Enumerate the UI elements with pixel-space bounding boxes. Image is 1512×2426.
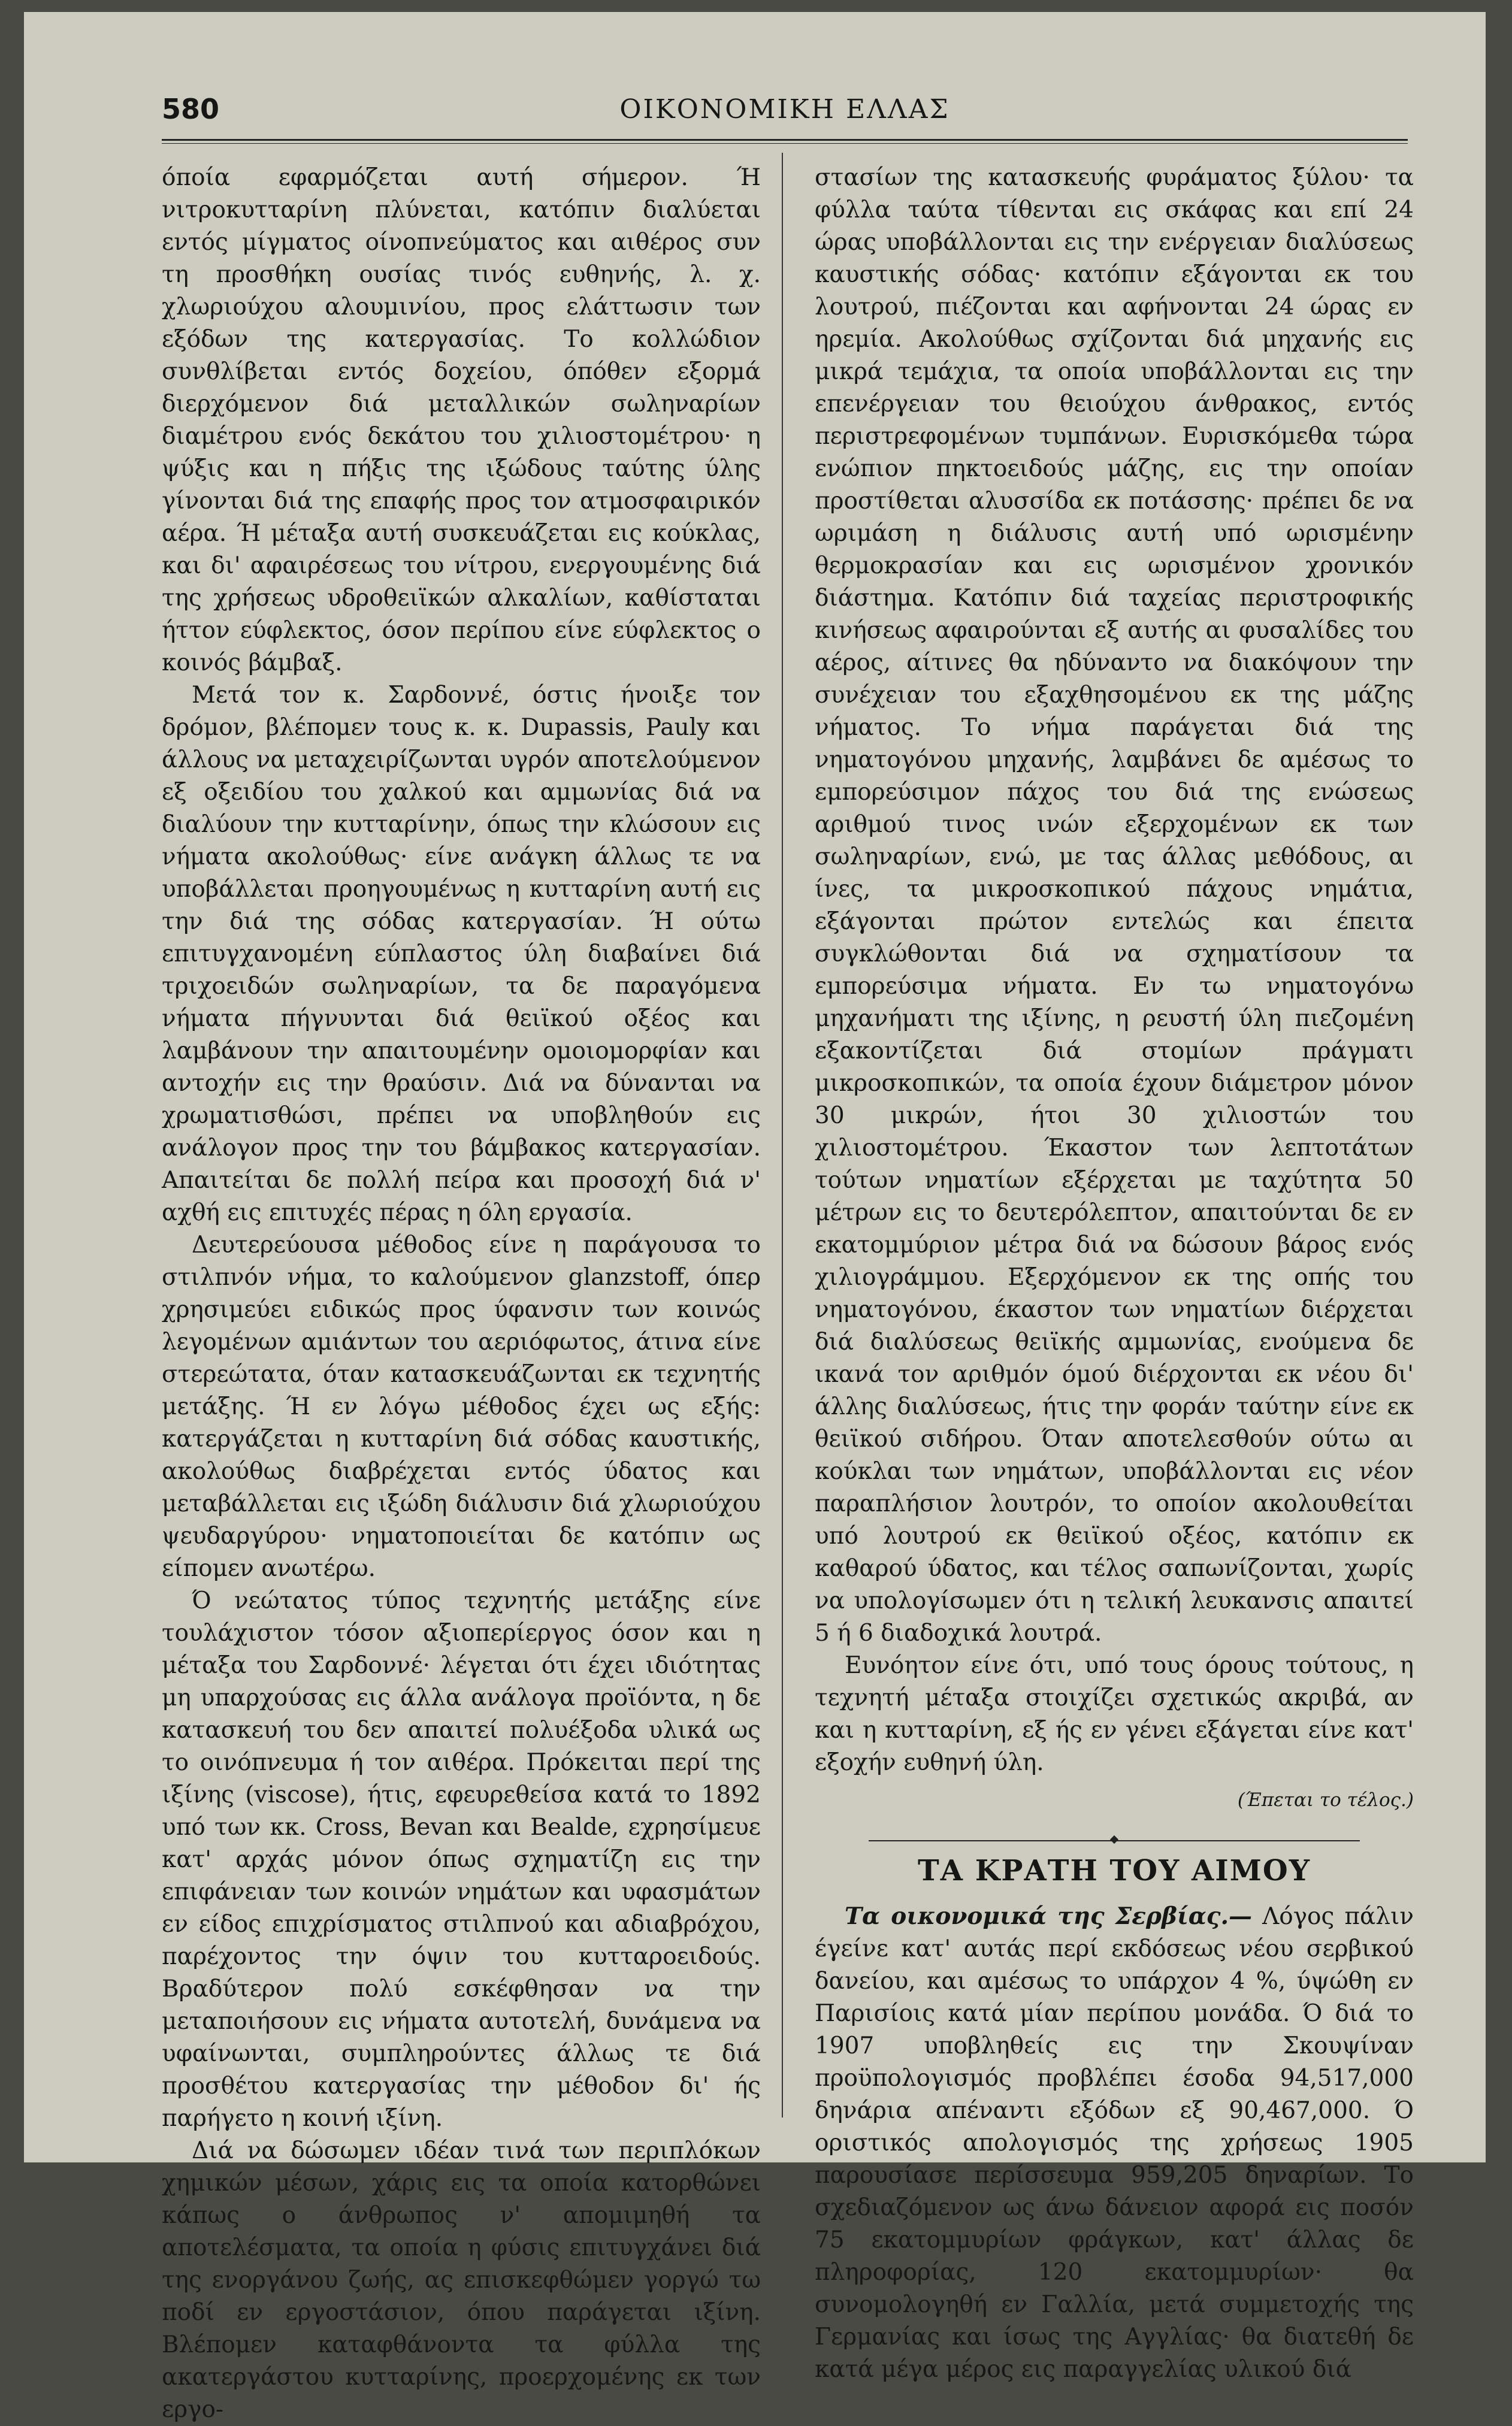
article-subhead: Τα οικονομικά της Σερβίας.—: [845, 1902, 1253, 1930]
page-number: 580: [162, 93, 220, 125]
running-head: ΟΙΚΟΝΟΜΙΚΗ ΕΛΛΑΣ: [619, 94, 950, 125]
section-separator: [869, 1840, 1360, 1844]
paragraph: Διά να δώσωμεν ιδέαν τινά των περιπλόκων χημικών μέσων, χάρις εις τα οποία κατορθώνει κάπως ο άνθρωπος ν' απομιμηθή τα αποτελέσματα, τα οποία η φύσις επιτυγχάνει διά της ενοργάνου ζωής, ας επισκεφθώμεν γοργώ τω ποδί εν εργοστάσιον, όπου παράγεται ιξίνη. Βλέπομεν καταφθάνοντα τα φύλλα της ακατεργάστου κυτταρίνης, προερχομένης εκ των εργο-: [162, 2137, 761, 2423]
paragraph: Μετά τον κ. Σαρδοννέ, όστις ήνοιξε τον δρόμον, βλέπομεν τους κ. κ. Dupassis, Pauly και άλλους να μεταχειρίζωνται υγρόν αποτελούμενον εξ οξειδίου του χαλκού και αμμωνίας διά να διαλύουν την κυτταρίνην, όπως την κλώσουν εις νήματα ακολούθως· είνε ανάγκη άλλως τε να υποβάλλεται προηγουμένως η κυτταρίνη αυτή εις την διά της σόδας κατεργασίαν. Ή ούτω επιτυγχανομένη εύπλαστος ύλη διαβαίνει διά τριχοειδών σωληναρίων, τα δε παραγόμενα νήματα πήγνυνται διά θειϊκού οξέος και λαμβάνουν την απαιτουμένην ομοιομορφίαν και αντοχήν εις την θραύσιν. Διά να δύνανται να χρωματισθώσι, πρέπει να υποβληθούν εις ανάλογον προς την του βάμβακος κατεργασίαν. Απαιτείται δε πολλή πείρα και προσοχή διά ν' αχθή εις επιτυχές πέρας η όλη εργασία.: [162, 682, 761, 1226]
continued-note: (Έπεται το τέλος.): [1237, 1789, 1414, 1811]
section-title: ΤΑ ΚΡΑΤΗ ΤΟΥ ΑΙΜΟΥ: [918, 1854, 1311, 1887]
paragraph: Δευτερεύουσα μέθοδος είνε η παράγουσα το στιλπνόν νήμα, το καλούμενον glanzstoff, όπερ χρησιμεύει ειδικώς προς ύφανσιν των κοινώς λεγομένων αμιάντων του αεριόφωτος, άτινα είνε στερεώτατα, όταν κατασκευάζωνται εκ τεχνητής μετάξης. Ή εν λόγω μέθοδος έχει ως εξής: κατεργάζεται η κυτταρίνη διά σόδας καυστικής, ακολούθως διαβρέχεται εντός ύδατος και μεταβάλλεται εις ιξώδη διάλυσιν διά χλωριούχου ψευδαργύρου· νηματοποιείται δε κατόπιν ως είπομεν ανωτέρω.: [162, 1232, 761, 1582]
paragraph: όποία εφαρμόζεται αυτή σήμερον. Ή νιτροκυτταρίνη πλύνεται, κατόπιν διαλύεται εντός μίγματος οίνοπνεύματος και αιθέρος συν τη προσθήκη ουσίας τινός ευθηνής, λ. χ. χλωριούχου αλουμινίου, προς ελάττωσιν των εξόδων της κατεργασίας. Το κολλώδιον συνθλίβεται εντός δοχείου, όπόθεν εξορμά διερχόμενον διά μεταλλικών σωληναρίων διαμέτρου ενός δεκάτου του χιλιοστομέτρου· η ψύξις και η πήξις της ιξώδους ταύτης ύλης γίνονται διά της επαφής προς τον ατμοσφαιρικόν αέρα. Ή μέταξα αυτή συσκευάζεται εις κούκλας, και δι' αφαιρέσεως του νίτρου, ενεργουμένης διά της χρήσεως υδροθειϊκών αλκαλίων, καθίσταται ήττον εύφλεκτος, όσον περίπου είνε εύφλεκτος ο κοινός βάμβαξ.: [162, 164, 761, 676]
paragraph: [815, 1900, 1414, 2386]
newspaper-page: [24, 12, 1486, 2423]
right-column: [815, 162, 1414, 2383]
paragraph: Ευνόητον είνε ότι, υπό τους όρους τούτους, η τεχνητή μέταξα στοιχίζει σχετικώς ακριβά, αν και η κυτταρίνη, εξ ής εν γένει εξάγεται είνε κατ' εξοχήν ευθηνή ύλη.: [815, 1652, 1414, 1776]
paragraph: στασίων της κατασκευής φυράματος ξύλου· τα φύλλα ταύτα τίθενται εις σκάφας και επί 24 ώρας υποβάλλονται εις την ενέργειαν διαλύσεως καυστικής σόδας· κατόπιν εξάγονται εκ του λουτρού, πιέζονται και αφήνονται 24 ώρας εν ηρεμία. Ακολούθως σχίζονται διά μηχανής εις μικρά τεμάχια, τα οποία υποβάλλονται εις την επενέργειαν του θειούχου άνθρακος, εντός περιστρεφομένων τυμπάνων. Ευρισκόμεθα τώρα ενώπιον πηκτοειδούς μάζης, εις την οποίαν προστίθεται αλυσσίδα εκ ποτάσσης· πρέπει δε να ωριμάση η διάλυσις αυτή υπό ωρισμένην θερμοκρασίαν και εις ωρισμένον χρονικόν διάστημα. Κατόπιν διά ταχείας περιστροφικής κινήσεως αφαιρούνται εξ αυτής αι φυσαλίδες του αέρος, αίτινες θα ηδύναντο να διακόψουν την συνέχειαν του εξαχθησομένου εκ της μάζης νήματος. Το νήμα παράγεται διά της νηματογόνου μηχανής, λαμβάνει δε αμέσως το εμπορεύσιμον πάχος του διά της ενώσεως αριθμού τινος ινών εξερχομένων εκ των σωληναρίων, ενώ, με τας άλλας μεθόδους, αι ίνες, τα μικροσκοπικού πάχους νημάτια, εξάγονται πρώτον εντελώς και έπειτα συγκλώθονται διά να σχηματίσουν τα εμπορεύσιμα νήματα. Εν τω νηματογόνω μηχανήματι της ιξίνης, η ρευστή ύλη πιεζομένη εξακοντίζεται διά στομίων πράγματι μικροσκοπικών, τα οποία έχουν διάμετρον μόνον 30 μικρών, ήτοι 30 χιλιοστών του χιλιοστομέτρου. Έκαστον των λεπτοτάτων τούτων νηματίων εξέρχεται με ταχύτητα 50 μέτρων εις το δευτερόλεπτον, απαιτούνται δε εν εκατομμύριον μέτρα διά να δώσουν βάρος ενός χιλιογράμμου. Εξερχόμενον εκ της οπής του νηματογόνου, έκαστον των νηματίων διέρχεται διά διαλύσεως θειϊκής αμμωνίας, ενούμενα δε ικανά τον αριθμόν όμού διέρχονται εκ νέου δι' άλλης διαλύσεως, ήτις την φοράν ταύτην είνε εκ θειϊκού σιδήρου. Όταν αποτελεσθούν ούτω αι κούκλαι των νημάτων, υποβάλλονται εις νέον παραπλήσιον λουτρόν, το οποίον ακολουθείται υπό λουτρού εκ θειϊκού οξέος, κατόπιν εκ καθαρού ύδατος, και τέλος σαπωνίζονται, χωρίς να υπολογίσωμεν ότι η τελική λευκανσις απαιτεί 5 ή 6 διαδοχικά λουτρά.: [815, 164, 1414, 1647]
paragraph: Ό νεώτατος τύπος τεχνητής μετάξης είνε τουλάχιστον τόσον αξιοπερίεργος όσον και η μέταξα του Σαρδοννέ· λέγεται ότι έχει ιδιότητας μη υπαρχούσας εις άλλα ανάλογα προϊόντα, η δε κατασκευή του δεν απαιτεί πολυέξοδα υλικά ως το οινόπνευμα ή τον αιθέρα. Πρόκειται περί της ιξίνης (viscose), ήτις, εφευρεθείσα κατά το 1892 υπό των κκ. Cross, Bevan και Bealde, εχρησίμευε κατ' αρχάς μόνον όπως σχηματίζη εις την επιφάνειαν των κοινών νημάτων και υφασμάτων εν είδος επιχρίσματος στιλπνού και αδιαβρόχου, παρέχοντος την όψιν του κυτταροειδούς. Βραδύτερον πολύ εσκέφθησαν να την μεταποιήσουν εις νήματα αυτοτελή, δυνάμενα να υφαίνωνται, συμπληρούντες άλλως τε διά προσθέτου κατεργασίας την μέθοδον δι' ής παρήγετο η κοινή ιξίνη.: [162, 1587, 761, 2132]
header-rule: [162, 139, 1408, 144]
page-header: [162, 87, 1408, 135]
left-column: [162, 162, 761, 2423]
column-divider: [782, 153, 783, 2118]
article-text: Λόγος πάλιν έγείνε κατ' αυτάς περί εκδόσεως νέου σερβικού δανείου, και αμέσως το υπάρχον 4 %, ύψώθη εν Παρισίοις κατά μίαν περίπου μονάδα. Ό διά το 1907 υποβληθείς εις την Σκουψίναν προϋπολογισμός προβλέπει έσοδα 94,517,000 δηνάρια απέναντι εξόδων εξ 90,467,000. Ό οριστικός απολογισμός της χρήσεως 1905 παρουσίασε περίσσευμα 959,205 δηναρίων. Το σχεδιαζόμενον ως άνω δάνειον αφορά εις ποσόν 75 εκατομμυρίων φράγκων, κατ' άλλας δε πληροφορίας, 120 εκατομμυρίων· θα συνομολογηθή εν Γαλλία, μετά συμμετοχής της Γερμανίας και ίσως της Αγγλίας· θα διατεθή δε κατά μέγα μέρος εις παραγγελίας υλικού διά: [815, 1903, 1414, 2383]
